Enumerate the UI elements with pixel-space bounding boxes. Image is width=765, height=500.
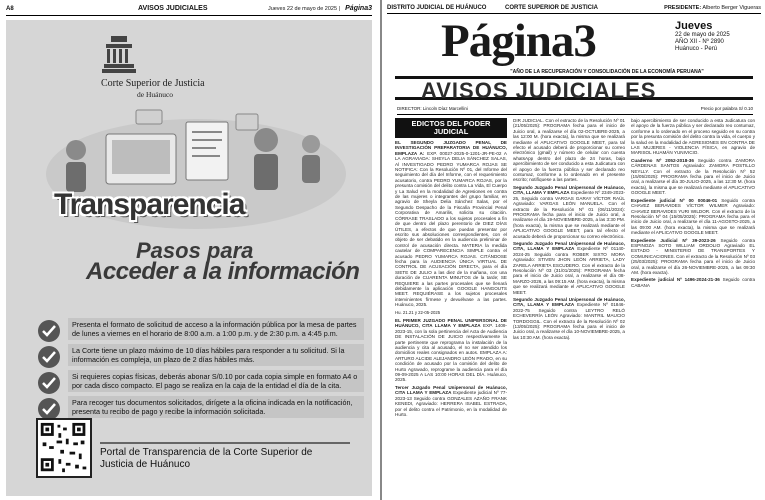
section-banner — [395, 76, 753, 103]
price-label: Precio por palabra S/ 0.10 — [700, 106, 753, 111]
president-label: PRESIDENTE: Alberto Berger Vigueras — [664, 5, 761, 11]
column-3 — [631, 118, 755, 496]
transparency-poster — [6, 20, 372, 496]
issue-number: AÑO XII - Nº 2890 — [675, 39, 724, 45]
poster-title-line1: Pasos para — [136, 238, 254, 263]
section-banner-title: AVISOS JUDICIALES — [421, 78, 657, 103]
director-label: DIRECTOR: Lincoln Díaz Marcellini — [397, 106, 468, 111]
page-fold — [380, 0, 382, 500]
portal-divider — [100, 442, 350, 444]
edict-item: Segundo Juzgado Penal Unipersonal de Huánuco, CITA, LLAMA Y EMPLAZA Expediente Nº 01140-2024-25 Seguido contra ROBER SIXTO MORA Agraviado: STIVEN JHON LEÓN ARRIETA, LADY ZARELA ARRIETA ESCUDERO. Con el extracto de la Resolución Nº 03 (31/01/2025): PROGRAMA fecha para el inicio de Juicio oral, a realizarse el día 08-MARZO-2026, a las 09:15 AM. (hora exacta), la misma que se realizará mediante el APLICATIVO GOOGLE MEET. — [513, 240, 625, 295]
court-name-line2: de Huánuco — [137, 90, 174, 99]
left-page — [0, 0, 378, 500]
edict-item: EL PRIMER JUZGADO PENAL UNIPERSONAL DE HUÁNUCO, CITA LLAMA Y EMPLAZA EXP. 1409-2023-15, con la sola pertinencia del Acta de Audiencia DE INSTALACIÓN DE JUICIO respectivamente la parte pertinente que reprograma la instalación de la audiencia y cita al acusado, el no ser atendido los domicilios reales consignados en autos. EMPLAZA A: ARTURO ALCIDE ALEJANDRO LEÓN PRADO, en su condición de acusado por la comisión del delito de Hurto Agravado, reprograme la audiencia para el día 09-09-2025 A LAS 10:00 HORAS DEL DÍA. Huánuco, 2025. — [395, 318, 507, 383]
step-text: La Corte tiene un plazo máximo de 10 días hábiles para responder a tu solicitud. Si la información es compleja, un plazo de 2 días hábiles más. — [68, 344, 364, 366]
edict-item: Expediente Judicial Nº 39-2023-26 Seguido contra ESPINOZA SOTO WILLIAM ORDOLIO Agraviado EL ESTADO - MINISTERIO DE TRANSPORTES Y COMUNICACIONES. Con el extracto de la Resolución Nº 03 (25/03/2025): PROGRAMA fecha para el inicio de Juicio oral, a realizarse el día 26-NOVIEMBRE-2025, a las 09:30 AM. (hora exacta). — [631, 237, 755, 275]
edict-item: Tercer Juzgado Penal Unipersonal de Huánuco, CITA LLAMA Y EMPLAZA Expediente judicial Nº 77-2023-13 Seguido contra GONZALES AZAÑO FRANK KENEDI, Agraviado: HERRERA ISABEL ESTRADA, por el delito contra el Patrimonio, en la modalidad de Hurto. — [395, 384, 507, 417]
official-slogan: "AÑO DE LA RECUPERACIÓN Y CONSOLIDACIÓN DE LA ECONOMÍA PERUANA" — [510, 69, 704, 75]
right-page — [383, 0, 765, 500]
checkmark-icon — [38, 372, 60, 394]
page-date: Jueves 22 de mayo de 2025 | — [267, 6, 340, 12]
step-text: Presenta el formato de solicitud de acceso a la información pública por la mesa de partes de lunes a viernes en el horario de 8:00 a.m. a 1:00 p.m. y de 2:30 p.m. a 4:45 p.m. — [68, 318, 364, 340]
issue-info — [675, 20, 763, 53]
poster-title-line2: Acceder a la información — [86, 258, 360, 285]
issue-date: 22 de mayo de 2025 — [675, 32, 730, 38]
edict-item: DIR JUDICIAL. Con el extracto de la Resolución Nº 01 (21/05/2025): PROGRAMA fecha para el inicio de Juicio oral, a realizarse el día 02-OCTUBRE-2025, a las 12:00 M. (hora exacta), la misma que se realizará mediante el APLICATIVO GOOGLE MEET, para tal efecto el acusado deberá de proporcionar su correo electrónico (gmail) y número de celular con cuenta whatsApp dentro del plazo de 24 horas, bajo apercibimiento de ser conducido a esta Judicatura con el apoyo de la fuerza pública y ser declarado reo contumaz, conforme a lo ordenado en el presente escrito; notifíquese a las partes. — [513, 118, 625, 183]
portal-label: Portal de Transparencia de la Corte Superior de Justicia de Huánuco — [100, 447, 313, 470]
edicts-heading: EDICTOS DEL PODER JUDICIAL — [395, 118, 507, 138]
edict-item: Cuaderno Nº 2052-2018-36 Seguido contra ZAMORA CÁRDENAS SANTOS Agraviado: ZAMORA POSTILLO NEYLLY. Con el extracto de la Resolución Nº 52 (15/05/2025): PROGRAMA fecha para el inicio de Juicio oral, a realizarse el día 30-JULIO-2025, a las 12:30 M. (hora exacta), la misma que se realizará mediante el APLICATIVO GOOGLE MEET. — [631, 157, 755, 196]
info-line — [397, 106, 753, 115]
section-title: AVISOS JUDICIALES — [138, 5, 208, 12]
newspaper-masthead: Página3 — [441, 15, 596, 67]
court-name-line1: Corte Superior de Justicia — [101, 78, 205, 89]
step-text: Para recoger tus documentos solicitados, dirígete a la oficina indicada en la notificación, presenta tu recibo de pago y recibe la información solicitada. — [68, 396, 364, 418]
court-label: CORTE SUPERIOR DE JUSTICIA — [505, 5, 599, 11]
checkmark-icon — [38, 320, 60, 342]
court-name — [101, 78, 281, 99]
edict-item: Expediente judicial Nº 00 00046-01 Seguido contra CHAVEZ BERAVIDES VÍCTOR WILMER Agraviado: CHAVEZ BERAVIDES YURI WILDOR. Con el extracto de la Resolución Nº 04 (15/05/2025): PROGRAMA fecha para el inicio de Juicio oral, a realizarse el día 11-AGOSTO-2025, a las 09:00 AM. (hora exacta), la misma que se realizará mediante el APLICATIVO GOOGLE MEET. — [631, 197, 755, 236]
step-text: Si requieres copias físicas, deberás abonar S/0.10 por cada copia simple en formato A4 o por cada disco compacto. El pago se realiza en la caja de la entidad el día de la cita. — [68, 370, 364, 392]
edict-item: EL SEGUNDO JUZGADO PENAL DE INVESTIGACIÓN PREPARATORIA DE HUÁNUCO, EMPLAZA A: EXP. 00027-2025-0-1201-JR-PE-02 A LA AGRAVIADA: SHEYLA DELIA SÁNCHEZ SALAS, Al INVESTIGADO PEDRO YUMARCA ROJAS SE NOTIFICA: Con la Resolución Nº 01, del Informe del seguimiento del día del Informe, con el requerimiento acusatorio, contra PEDRO YUMARCA ROJAS, por la presunta comisión del delito contra La Vida, El Cuerpo y La Salud en la modalidad de Agresiones en contra de las mujeres o integrantes del grupo familiar, en agravio de Sheyla Delia Sánchez Salas, por el Segundo Despacho de la Fiscalía Provincial Penal Corporativa de Amarilis, solicita su citación. CÓRRASE TRASLADO a los sujetos procesales a fin de que dentro del plazo perentorio de DIEZ DÍAS ÚTILES, a efectos de que puedan presentar por escrito sus absoluciones correspondientes, con el objeto de ser debatido en la audiencia preliminar de control de acusación directa. MATERIA la medida cautelar de COMPARECENCIA SIMPLE contra el acusado PEDRO YUMARCA ROJAS. CITÁNDOSE fecha para la AUDIENCIA ÚNICA VIRTUAL DE CONTROL DE ACUSACIÓN DIRECTA, para el día SIETE DE JULIO a las diez de la mañana, con una duración de CUARENTA MINUTOS de la tarde; SE REQUIERE a las partes procesales que se llenará debidamente la aplicación GOOGLE HANGOUTS MEET. REQUIÉRASE a los sujetos procesales intervinientes fírmese y devuélvase a las partes. Huánuco, 2025. — [395, 140, 507, 308]
brand-name: Página3 — [345, 5, 372, 12]
qr-code[interactable] — [36, 418, 92, 478]
district-label: DISTRITO JUDICIAL DE HUÁNUCO — [387, 5, 487, 11]
court-crest-icon — [102, 34, 136, 74]
edict-item: bajo apercibimiento de ser conducido a esta Judicatura con el apoyo de la fuerza pública y ser declarado reo contumaz, conforme a lo ordenado en el proceso seguido en su contra por la presunta comisión del delito contra la vida, el cuerpo y la salud en la modalidad de AGRESIONES EN CONTRA DE LAS MUJERES - VIOLENCIA FÍSICA, en agravio de MARISOL HUAMÁN YUNIVICIO. — [631, 118, 755, 156]
checkmark-icon — [38, 346, 60, 368]
edict-item: Segundo Juzgado Penal Unipersonal de Huánuco, CITA, LLAMA Y EMPLAZA Expediente Nº 01846-2022-75 Seguido contra LEYTRO RELÓ ECHEVERRÍA LEÓN Agraviado: MANTRIL MAUCIO TORDOGGIL. Con el extracto de la Resolución Nº 02 (13/05/2025): PROGRAMA fecha para el inicio de Juicio oral, a realizarse el día 10-NOVIEMBRE-2025, a las 10:30 AM. (hora exacta). — [513, 297, 625, 340]
page-number: A8 — [6, 6, 14, 12]
transparency-heading: Transparencia — [54, 188, 245, 221]
right-page-header — [387, 4, 761, 14]
edict-signature: Hu. 21.21 y 22-05-2025 — [395, 309, 441, 315]
column-1 — [395, 118, 507, 496]
column-2 — [513, 118, 625, 496]
issue-city: Huánuco - Perú — [675, 46, 718, 52]
left-page-header — [6, 4, 372, 16]
edict-item: Expediente judicial Nº 1496-2024-21-36 Seguido contra CABANA — [631, 277, 755, 288]
edict-item: Segundo Juzgado Penal Unipersonal de Huánuco, CITA, LLAMA Y EMPLAZA Expediente Nº 2349-2023-25, Seguido contra VARGAS GARAY VÍCTOR RAÚL Agraviado: VARGAS LEÓN MANUELA. Con el extracto de la Resolución Nº 01 (06/11/2024): PROGRAMA fecha para el inicio de Juicio oral, a realizarse el día 19-NOVIEMBRE-2025, a las 3:30 PM. (hora exacta), la misma que se realizará mediante el APLICATIVO GOOGLE MEET, para tal efecto el acusado deberá de proporcionar su correo electrónico. — [513, 184, 625, 239]
checkmark-icon — [38, 398, 60, 420]
weekday: Jueves — [675, 20, 713, 32]
